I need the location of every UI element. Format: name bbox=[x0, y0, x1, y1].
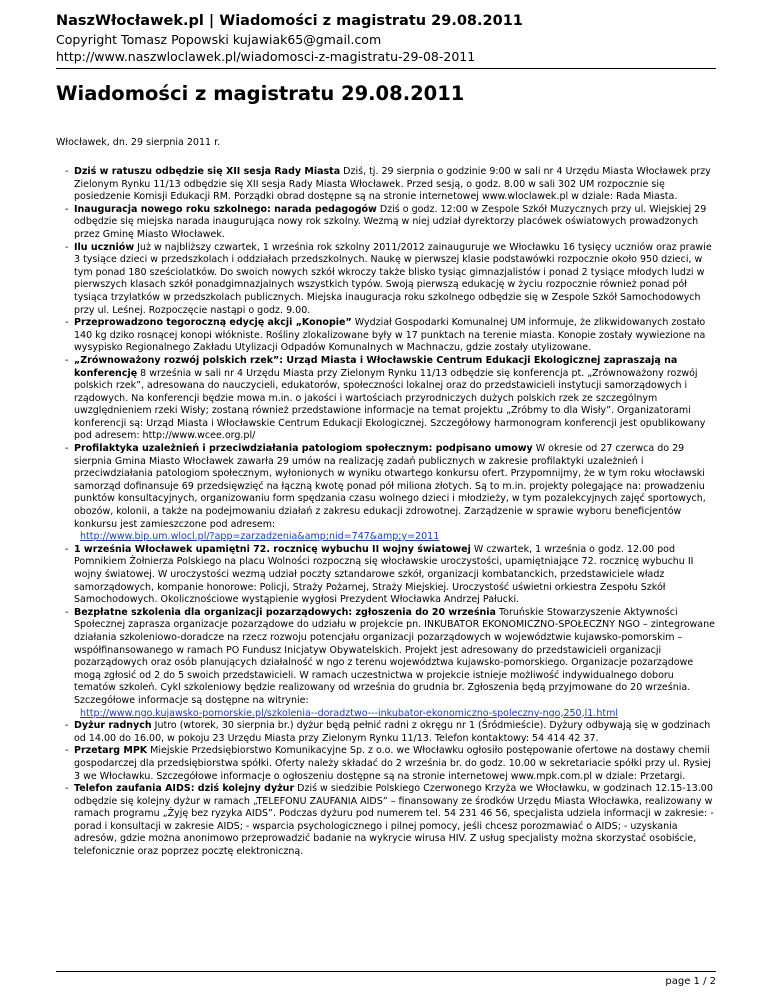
header-divider bbox=[56, 68, 716, 69]
list-dash: - bbox=[65, 606, 69, 618]
news-item-body: Miejskie Przedsiębiorstwo Komunikacyjne Sp. z o.o. we Włocławku ogłosiło postępowanie ofertowe na dostawy chemii gospodarczej dla przedsiębiorstwa spółki. Oferty należy składać do 2 września br. do godz. 10.00 w sekretariacie spółki przy ul. Rysiej 3 we Włocławku. Szczegółowe informacje o ogłoszeniu dostępne są na stronie internetowej www.mpk.com.pl w dziale: Przetargi. bbox=[74, 745, 711, 782]
news-item-lead: „Zrównoważony rozwój polskich rzek”: Urząd Miasta i Włocławskie Centrum Edukacji Ekologicznej zapraszają na konferencję bbox=[74, 354, 678, 379]
list-dash: - bbox=[65, 317, 69, 329]
news-item bbox=[65, 355, 717, 443]
news-item-body: 8 września w sali nr 4 Urzędu Miasta przy Zielonym Rynku 11/13 odbędzie się konferencja pt. „Zrównoważony rozwój polskich rzek”, adresowana do nauczycieli, edukatorów, społeczności lokalnej oraz do przedstawicieli instytucji samorządowych i rządowych. Na konferencji będzie mowa m.in. o jakości i wartościach przyrodniczych dużych polskich rzek ze szczególnym uwzględnieniem rzeki Wisły; zostaną również przedstawione informacje na temat projektu „Zróbmy to dla Wisły”. Organizatorami konferencji są: Urząd Miasta i Włocławskie Centrum Edukacji Ekologicznej. Szczegółowy harmonogram konferencji jest opublikowany pod adresem: http://www.wcee.org.pl/ bbox=[74, 367, 706, 442]
news-item bbox=[65, 745, 717, 783]
news-list bbox=[65, 166, 717, 859]
source-url: http://www.naszwloclawek.pl/wiadomosci-z-magistratu-29-08-2011 bbox=[56, 49, 476, 64]
news-item-body: Wydział Gospodarki Komunalnej UM informuje, że zlikwidowanych zostało 140 kg dziko rosnącej konopi włókniste. Rośliny zlokalizowane były w 17 punktach na terenie miasta. Konopie zostały wywiezione na wysypisko Regionalnego Zakładu Utylizacji Odpadów Komunalnych w Machnaczu, gdzie zostały utylizowane. bbox=[74, 317, 706, 354]
news-item bbox=[65, 166, 717, 204]
list-dash: - bbox=[65, 783, 69, 795]
news-item-lead: Inauguracja nowego roku szkolnego: narada pedagogów bbox=[74, 203, 377, 215]
news-item-lead: Dyżur radnych bbox=[74, 720, 152, 732]
list-dash: - bbox=[65, 354, 69, 366]
list-dash: - bbox=[65, 745, 69, 757]
list-dash: - bbox=[65, 241, 69, 253]
document-header bbox=[56, 12, 716, 65]
news-item bbox=[65, 607, 717, 720]
news-item-body: Toruńskie Stowarzyszenie Aktywności Społecznej zaprasza organizacje pozarządowe do udziału w projekcie pn. INKUBATOR EKONOMICZNO-SPOŁECZNY NGO – zintegrowane działania szkoleniowo-doradcze na rzecz rozwoju potencjału organizacji pozarządowych w województwie kujawsko-pomorskim – współfinansowanego w ramach PO Fundusz Inicjatyw Obywatelskich. Projekt jest adresowany do przedstawicieli organizacji pozarządowych oraz osób planujących działalność w ngo z terenu województwa kujawsko-pomorskiego. Organizacje pozarządowe mogą zgłosić od 2 do 5 swoich przedstawicieli. W ramach uczestnictwa w projekcie istnieje możliwość indywidualnego doboru tematów szkoleń. Cykl szkoleniowy będzie realizowany od września do grudnia br. Zgłoszenia będą przyjmowane do 20 września. Szczegółowe informacje są dostępne na witrynie: bbox=[74, 606, 715, 706]
news-item-body: W okresie od 27 czerwca do 29 sierpnia Gmina Miasto Włocławek zawarła 29 umów na realizację zadań publicznych w zakresie profilaktyki uzależnień i przeciwdziałania patologiom społecznym, wyłonionych w wyniku otwartego konkursu ofert. Przypomnijmy, że w tym roku włocławski samorząd dofinansuje 69 przedsięwzięć na łączną kwotę ponad pół miliona złotych. Są to m.in. projekty polegające na: prowadzeniu punktów konsultacyjnych, organizowaniu form spędzania czasu wolnego dzieci i młodzieży, w tym pozalekcyjnych zajęć sportowych, obozów, kolonii, a także na podejmowaniu działań z zakresu edukacji zdrowotnej. Zarządzenie w sprawie wyboru beneficjentów konkursu jest zamieszczone pod adresem: bbox=[74, 443, 706, 530]
news-item-body: Dziś w siedzibie Polskiego Czerwonego Krzyża we Włocławku, w godzinach 12.15-13.00 odbędzie się kolejny dyżur w ramach „TELEFONU ZAUFANIA AIDS” – finansowany ze środków Urzędu Miasta Włocławka, realizowany w ramach programu „Żyję bez ryzyka AIDS”. Podczas dyżuru pod numerem tel. 54 231 46 56, specjalista udziela informacji w zakresie: - porad i konsultacji w zakresie AIDS; - wsparcia psychologicznego i pilnej pomocy, jeśli chcesz porozmawiać o AIDS; - uzyskania adresów, gdzie można anonimowo przeprowadzić badanie na wykrycie wirusa HIV. Z usług specjalisty można skorzystać osobiście, telefonicznie oraz poprzez pocztę elektroniczną. bbox=[74, 783, 714, 858]
news-item-body: Dziś, tj. 29 sierpnia o godzinie 9:00 w sali nr 4 Urzędu Miasta Włocławek przy Zielonym Rynku 11/13 odbędzie się XII sesja Rady Miasta Włocławek. Przed sesją, o godz. 8.00 w sali 302 UM rozpocznie się posiedzenie Komisji Edukacji RM. Porządki obrad dostępne są na stronie internetowej www.wloclawek.pl w dziale: Rada Miasta. bbox=[74, 166, 711, 203]
news-item-lead: Dziś w ratuszu odbędzie się XII sesja Rady Miasta bbox=[74, 166, 341, 177]
page-title: Wiadomości z magistratu 29.08.2011 bbox=[56, 82, 465, 105]
news-item-link[interactable]: http://www.ngo.kujawsko-pomorskie.pl/szkolenia--doradztwo---inkubator-ekonomiczno-spoleczny-ngo,250,l1.html bbox=[80, 707, 618, 719]
news-item bbox=[65, 242, 717, 318]
list-dash: - bbox=[65, 443, 69, 455]
news-item bbox=[65, 443, 717, 544]
news-item-lead: 1 września Włocławek upamiętni 72. rocznicę wybuchu II wojny światowej bbox=[74, 543, 471, 555]
news-item-lead: Bezpłatne szkolenia dla organizacji pozarządowych: zgłoszenia do 20 września bbox=[74, 606, 496, 618]
copyright-line: Copyright Tomasz Popowski kujawiak65@gmail.com bbox=[56, 32, 382, 47]
list-dash: - bbox=[65, 166, 69, 177]
news-item bbox=[65, 544, 717, 607]
news-item-lead: Przetarg MPK bbox=[74, 745, 148, 757]
list-dash: - bbox=[65, 543, 69, 555]
page-number: page 1 / 2 bbox=[665, 976, 716, 987]
news-item-lead: Profilaktyka uzależnień i przeciwdziałania patologiom społecznym: podpisano umowy bbox=[74, 443, 533, 455]
news-item bbox=[65, 720, 717, 745]
news-item bbox=[65, 317, 717, 355]
footer-divider bbox=[56, 971, 716, 972]
news-item-link[interactable]: http://www.bip.um.wlocl.pl/?app=zarzadzenia&amp;nid=747&amp;y=2011 bbox=[80, 531, 440, 543]
list-dash: - bbox=[65, 203, 69, 215]
news-item bbox=[65, 783, 717, 859]
news-item-lead: Ilu uczniów bbox=[74, 241, 135, 253]
news-item-body: W czwartek, 1 września o godz. 12.00 pod Pomnikiem Żołnierza Polskiego na placu Wolności rozpoczną się włocławskie uroczystości, upamiętniające 72. rocznicę wybuchu II wojny światowej. W uroczystości wezmą udział poczty sztandarowe szkół, organizacji kombatanckich, przedstawiciele władz samorządowych, kompanie honorowe: Policji, Straży Pożarnej, Straży Miejskiej. Uroczystość uświetni orkiestra Zespołu Szkół Samochodowych. Okolicznościowe wystąpienie wygłosi Prezydent Włocławka Andrzej Pałucki. bbox=[74, 543, 694, 606]
site-title: NaszWłocławek.pl | Wiadomości z magistratu 29.08.2011 bbox=[56, 13, 523, 29]
list-dash: - bbox=[65, 720, 69, 732]
news-item-body: Dziś o godz. 12:00 w Zespole Szkół Muzycznych przy ul. Wiejskiej 29 odbędzie się miejska narada inaugurująca nowy rok szkolny. Wezmą w niej udział dyrektorzy placówek oświatowych prowadzonych przez Gminę Miasto Włocławek. bbox=[74, 203, 707, 240]
dateline: Włocławek, dn. 29 sierpnia 2011 r. bbox=[56, 137, 221, 148]
news-item-lead: Telefon zaufania AIDS: dziś kolejny dyżur bbox=[74, 783, 295, 795]
news-item-body: Jutro (wtorek, 30 sierpnia br.) dyżur będą pełnić radni z okręgu nr 1 (Śródmieście). Dyżury odbywają się w godzinach od 14.00 do 16.00, w pokoju 23 Urzędu Miasta przy Zielonym Rynku 11/13. Telefon kontaktowy: 54 414 42 37. bbox=[74, 720, 711, 744]
news-item-lead: Przeprowadzono tegoroczną edycję akcji „Konopie” bbox=[74, 317, 352, 329]
news-item-body: Już w najbliższy czwartek, 1 września rok szkolny 2011/2012 zainauguruje we Włocławku 16 tysięcy uczniów oraz prawie 3 tysiące dzieci w przedszkolach i oddziałach przedszkolnych. Naukę w pierwszej klasie podstawówki rozpocznie około 950 dzieci, w tym ponad 180 sześciolatków. Do swoich nowych szkół wkroczy także blisko tysiąc gimnazjalistów i ponad 2 tysiące młodych ludzi w pierwszych klasach szkół ponadgimnazjalnych wszystkich typów. Swoją pierwszą edukację w życiu rozpocznie również ponad pół tysiąca trzylatków w przedszkolach publicznych. Miejska inauguracja roku szkolnego odbędzie się w Zespole Szkół Samochodowych przy ul. Leśnej. Rozpoczęcie nastąpi o godz. 9.00. bbox=[74, 241, 712, 316]
news-item bbox=[65, 204, 717, 242]
